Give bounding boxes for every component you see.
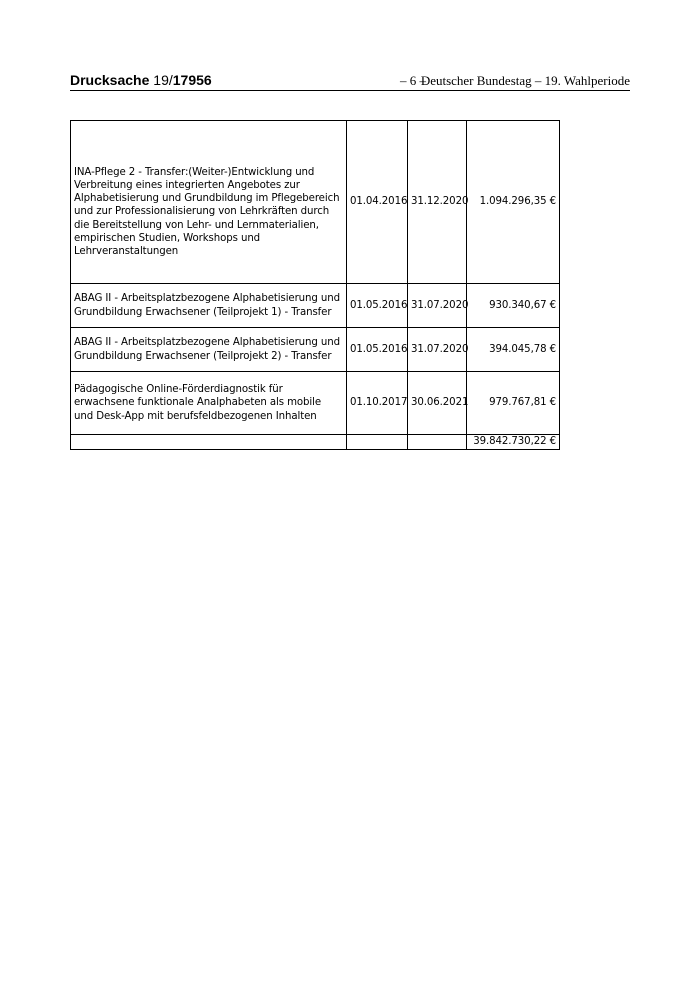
start-date: 01.05.2016	[347, 328, 408, 372]
document-number-main: 17956	[172, 72, 212, 88]
total-row	[71, 435, 560, 450]
total-amount: 39.842.730,22 €	[467, 435, 560, 450]
parliament-label: Deutscher Bundestag – 19. Wahlperiode	[420, 73, 630, 88]
funding-table	[70, 120, 560, 450]
table-row	[71, 328, 560, 372]
end-date: 30.06.2021	[408, 372, 467, 435]
start-date: 01.05.2016	[347, 284, 408, 328]
empty-cell	[71, 435, 347, 450]
funding-amount: 394.045,78 €	[467, 328, 560, 372]
end-date: 31.07.2020	[408, 328, 467, 372]
document-label: Drucksache	[70, 72, 150, 88]
start-date: 01.04.2016	[347, 121, 408, 284]
table-row	[71, 284, 560, 328]
project-description: ABAG II - Arbeitsplatzbezogene Alphabetisierung und Grundbildung Erwachsener (Teilprojekt 2) - Transfer	[71, 328, 347, 372]
empty-cell	[408, 435, 467, 450]
project-description: INA-Pflege 2 - Transfer:(Weiter-)Entwicklung und Verbreitung eines integrierten Angebotes zur Alphabetisierung und Grundbildung im Pflegebereich und zur Professionalisierung von Lehrkräften durch die Bereitstellung von Lehr- und Lernmaterialien, empirischen Studien, Workshops und Lehrveranstaltungen	[71, 121, 347, 284]
end-date: 31.12.2020	[408, 121, 467, 284]
page-header	[70, 72, 630, 91]
empty-cell	[347, 435, 408, 450]
funding-amount: 979.767,81 €	[467, 372, 560, 435]
page-number: – 6 –	[400, 73, 426, 88]
table-row	[71, 121, 560, 284]
funding-amount: 1.094.296,35 €	[467, 121, 560, 284]
document-number	[70, 72, 212, 88]
table-row	[71, 372, 560, 435]
start-date: 01.10.2017	[347, 372, 408, 435]
document-number-prefix: 19/	[153, 72, 173, 88]
end-date: 31.07.2020	[408, 284, 467, 328]
project-description: ABAG II - Arbeitsplatzbezogene Alphabetisierung und Grundbildung Erwachsener (Teilprojekt 1) - Transfer	[71, 284, 347, 328]
funding-amount: 930.340,67 €	[467, 284, 560, 328]
project-description: Pädagogische Online-Förderdiagnostik für erwachsene funktionale Analphabeten als mobile und Desk-App mit berufsfeldbezogenen Inhalten	[71, 372, 347, 435]
